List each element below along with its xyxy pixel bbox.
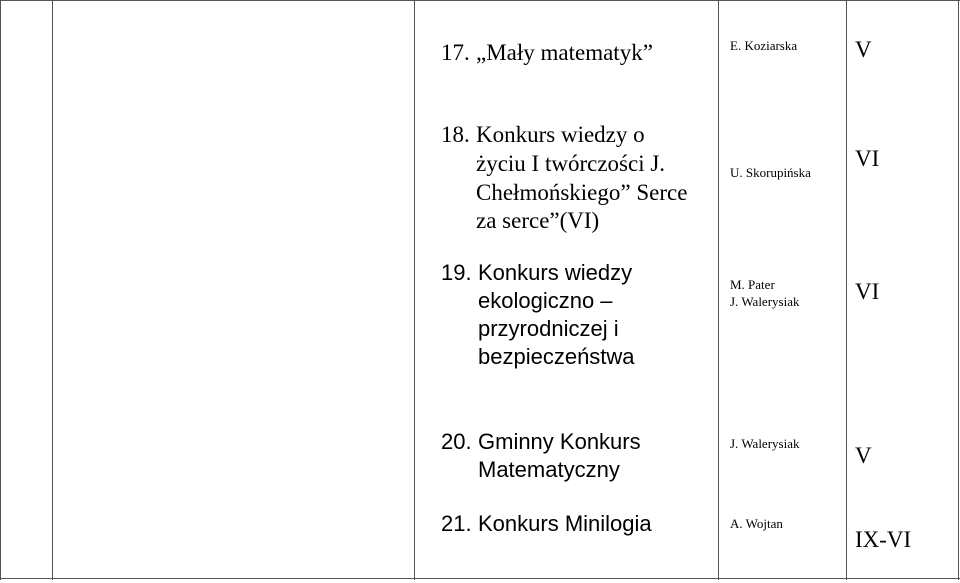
teacher-name: A. Wojtan — [730, 516, 783, 531]
table-bottom-border — [0, 578, 960, 579]
column-divider-4 — [846, 0, 847, 580]
teacher-name: E. Koziarska — [730, 38, 798, 53]
contest-title-line: za serce”(VI) — [476, 208, 600, 233]
row-number: 17. — [441, 40, 470, 65]
contest-title-line: przyrodniczej i — [478, 316, 619, 341]
row-number: 18. — [441, 122, 470, 147]
teacher-name: J. Walerysiak — [730, 436, 800, 451]
contest-title-line: Konkurs wiedzy — [478, 260, 633, 285]
contest-title-line: życiu I twórczości J. — [476, 151, 666, 176]
contest-title-line: Chełmońskiego” Serce — [476, 180, 688, 205]
class-level: IX-VI — [855, 527, 912, 552]
contest-title-line: Konkurs wiedzy o — [476, 122, 645, 147]
table-border-right — [958, 0, 959, 580]
contest-title-line: bezpieczeństwa — [478, 344, 635, 369]
column-divider-2 — [414, 0, 415, 580]
teacher-name: U. Skorupińska — [730, 165, 811, 180]
row-number: 19. — [441, 260, 472, 285]
class-level: VI — [855, 279, 880, 304]
contest-title-line: ekologiczno – — [478, 288, 613, 313]
contest-title-line: Matematyczny — [478, 457, 620, 482]
row-number: 20. — [441, 429, 472, 454]
class-level: V — [855, 37, 872, 62]
table-top-border — [0, 0, 960, 1]
contest-title: Konkurs Minilogia — [478, 511, 652, 536]
column-divider-3 — [718, 0, 719, 580]
class-level: VI — [855, 146, 880, 171]
column-divider-1 — [52, 0, 53, 580]
contest-title: „Mały matematyk” — [476, 40, 653, 65]
teacher-name: J. Walerysiak — [730, 294, 800, 309]
contest-title-line: Gminny Konkurs — [478, 429, 641, 454]
row-number: 21. — [441, 511, 472, 536]
teacher-name: M. Pater — [730, 277, 775, 292]
class-level: V — [855, 443, 872, 468]
table-border-left — [0, 0, 1, 580]
